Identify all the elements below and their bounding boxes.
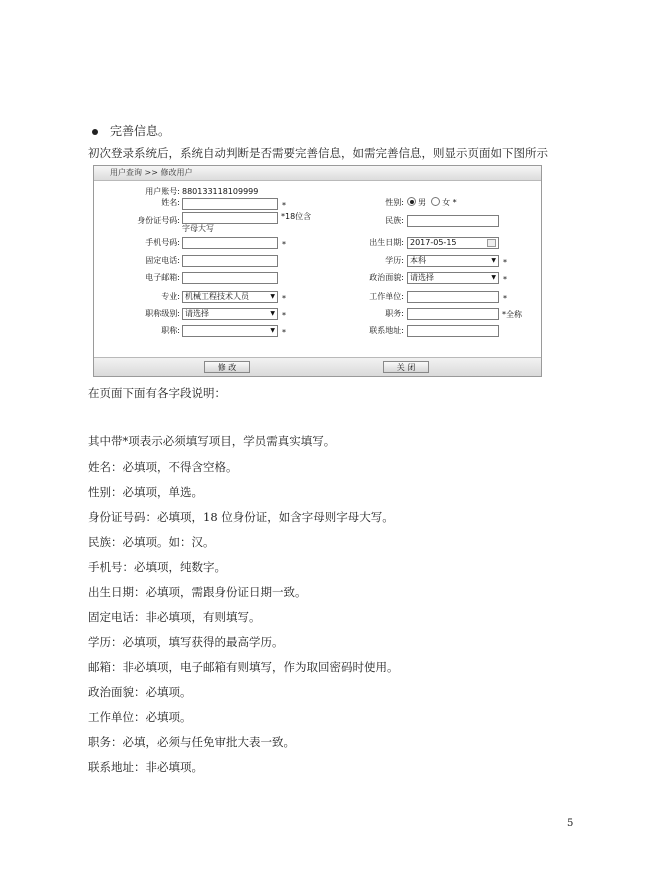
gender-male-radio[interactable] [407, 197, 416, 206]
duty-note: *全称 [502, 310, 522, 319]
note-line: 工作单位：必填项。 [88, 710, 192, 724]
button-bar [94, 357, 541, 376]
gender-female-label: 女 [442, 198, 451, 207]
note-line: 联系地址：非必填项。 [88, 760, 203, 774]
title-select[interactable] [182, 325, 278, 337]
field-notes-intro: 在页面下面有各字段说明： [88, 386, 226, 400]
edu-value: 本科 [410, 256, 426, 265]
note-line: 民族：必填项。如：汉。 [88, 535, 215, 549]
note-line: 政治面貌：必填项。 [88, 685, 192, 699]
note-line: 性别：必填项，单选。 [88, 485, 203, 499]
edu-label: 学历: [385, 256, 404, 265]
calendar-icon[interactable] [487, 239, 496, 247]
major-label: 专业: [161, 292, 180, 301]
user-edit-form-screenshot [93, 165, 542, 377]
email-label: 电子邮箱: [145, 273, 180, 282]
required-mark: * [503, 258, 507, 267]
id-label: 身份证号码: [137, 216, 180, 225]
required-mark: * [282, 328, 286, 337]
breadcrumb: 用户查询 >> 修改用户 [94, 166, 541, 181]
politics-label: 政治面貌: [369, 273, 404, 282]
note-line: 职务：必填，必须与任免审批大表一致。 [88, 735, 295, 749]
title-level-value: 请选择 [185, 309, 209, 318]
required-mark: * [452, 198, 457, 207]
politics-value: 请选择 [410, 273, 434, 282]
tel-input[interactable] [182, 255, 278, 267]
close-button[interactable]: 关 闭 [383, 361, 429, 373]
title-level-select[interactable] [182, 308, 278, 320]
work-input[interactable] [407, 291, 499, 303]
note-line: 邮箱：非必填项，电子邮箱有则填写，作为取回密码时使用。 [88, 660, 399, 674]
required-mark: * [282, 294, 286, 303]
nation-label: 民族: [385, 216, 404, 225]
intro-paragraph: 初次登录系统后，系统自动判断是否需要完善信息，如需完善信息，则显示页面如下图所示 [88, 146, 548, 160]
gender-radios [407, 196, 457, 210]
required-mark: * [503, 294, 507, 303]
bullet-text: 完善信息。 [110, 124, 171, 138]
duty-input[interactable] [407, 308, 499, 320]
major-value: 机械工程技术人员 [185, 292, 249, 301]
birth-input[interactable] [407, 237, 499, 249]
note-line: 姓名：必填项，不得含空格。 [88, 460, 238, 474]
gender-male-label: 男 [418, 198, 426, 207]
id-note: *18位含 [281, 212, 312, 221]
gender-label: 性别: [385, 198, 404, 207]
phone-input[interactable] [182, 237, 278, 249]
nation-input[interactable] [407, 215, 499, 227]
note-line: 手机号：必填项，纯数字。 [88, 560, 226, 574]
name-label: 姓名: [161, 198, 180, 207]
phone-label: 手机号码: [145, 238, 180, 247]
edu-select[interactable] [407, 255, 499, 267]
title-level-label: 职称级别: [145, 309, 180, 318]
modify-button[interactable]: 修 改 [204, 361, 250, 373]
page-number: 5 [567, 818, 574, 829]
addr-label: 联系地址: [369, 326, 404, 335]
duty-label: 职务: [385, 309, 404, 318]
politics-select[interactable] [407, 272, 499, 284]
birth-value: 2017-05-15 [410, 238, 457, 247]
note-line: 学历：必填项，填写获得的最高学历。 [88, 635, 284, 649]
addr-input[interactable] [407, 325, 499, 337]
bullet-icon [92, 129, 98, 135]
required-mark: * [282, 201, 286, 210]
birth-label: 出生日期: [369, 238, 404, 247]
bullet-heading [92, 122, 170, 139]
required-mark: * [282, 311, 286, 320]
major-select[interactable] [182, 291, 278, 303]
gender-female-radio[interactable] [431, 197, 440, 206]
name-input[interactable] [182, 198, 278, 210]
note-line: 其中带*项表示必须填写项目，学员需真实填写。 [88, 434, 336, 448]
tel-label: 固定电话: [145, 256, 180, 265]
email-input[interactable] [182, 272, 278, 284]
account-label: 用户账号: [145, 187, 180, 196]
title-label: 职称: [161, 326, 180, 335]
account-value: 880133118109999 [182, 187, 259, 196]
note-line: 出生日期：必填项，需跟身份证日期一致。 [88, 585, 307, 599]
id-note-2: 字母大写 [182, 224, 214, 233]
note-line: 固定电话：非必填项，有则填写。 [88, 610, 261, 624]
required-mark: * [503, 275, 507, 284]
required-mark: * [282, 240, 286, 249]
work-label: 工作单位: [369, 292, 404, 301]
note-line: 身份证号码：必填项，18 位身份证，如含字母则字母大写。 [88, 510, 394, 524]
